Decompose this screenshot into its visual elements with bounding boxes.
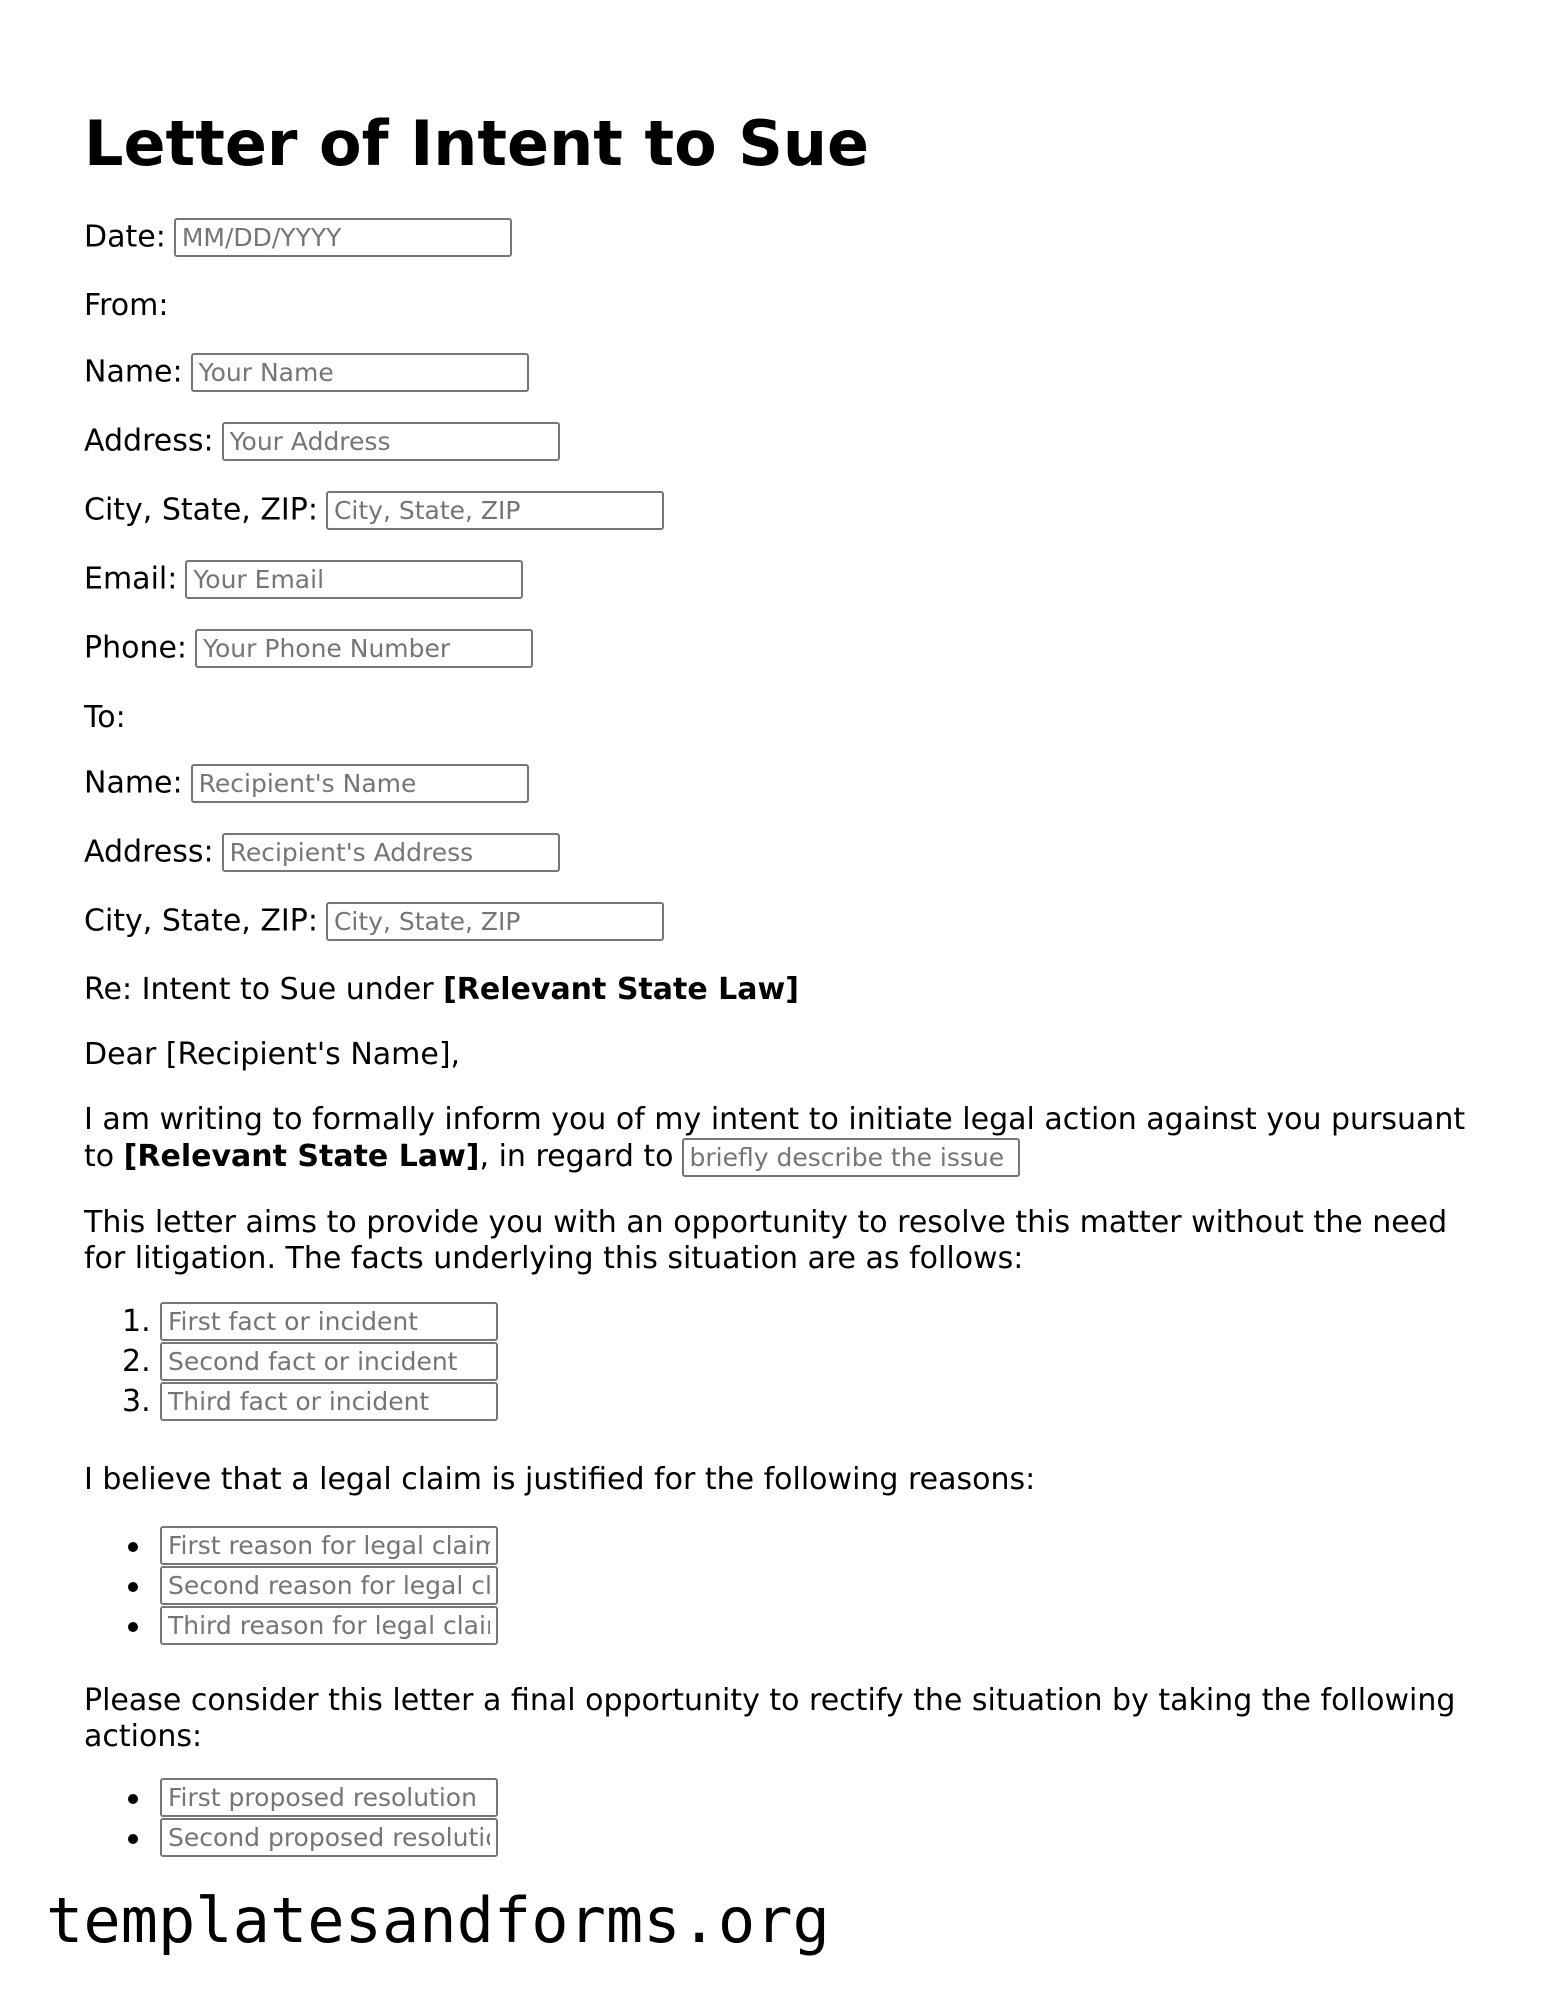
resolution-input-1[interactable] xyxy=(160,1778,498,1817)
reason-input-1[interactable] xyxy=(160,1526,498,1565)
reason-input-3[interactable] xyxy=(160,1606,498,1645)
list-item xyxy=(84,1382,498,1422)
fact-input-3[interactable] xyxy=(160,1382,498,1421)
bullet-icon xyxy=(128,1582,138,1592)
fact-input-2[interactable] xyxy=(160,1342,498,1381)
reasons-intro: I believe that a legal claim is justified for the following reasons: xyxy=(84,1462,1036,1497)
to-heading: To: xyxy=(84,700,126,735)
facts-list xyxy=(84,1302,498,1422)
fact-number: 3. xyxy=(122,1384,151,1419)
from-phone-label: Phone: xyxy=(84,630,188,666)
to-city-row xyxy=(84,902,664,941)
to-name-input[interactable] xyxy=(191,764,529,803)
actions-intro: Please consider this letter a final opportunity to rectify the situation by taking the following actions: xyxy=(84,1683,1456,1754)
from-heading: From: xyxy=(84,288,169,323)
to-address-label: Address: xyxy=(84,834,214,870)
re-line xyxy=(84,972,799,1008)
fact-number: 1. xyxy=(122,1304,151,1339)
from-name-label: Name: xyxy=(84,354,183,390)
intro-paragraph xyxy=(84,1102,1484,1175)
to-address-input[interactable] xyxy=(222,833,560,872)
from-address-input[interactable] xyxy=(222,422,560,461)
watermark: templatesandforms.org xyxy=(46,1884,830,1957)
from-address-label: Address: xyxy=(84,423,214,459)
from-name-row xyxy=(84,353,529,392)
list-item xyxy=(84,1778,498,1818)
bullet-icon xyxy=(128,1834,138,1844)
date-label: Date: xyxy=(84,219,166,255)
to-city-input[interactable] xyxy=(326,902,664,941)
list-item xyxy=(84,1342,498,1382)
re-law: [Relevant State Law] xyxy=(443,972,799,1007)
to-name-label: Name: xyxy=(84,765,183,801)
list-item xyxy=(84,1606,498,1646)
bullet-icon xyxy=(128,1542,138,1552)
reasons-list xyxy=(84,1526,498,1646)
list-item xyxy=(84,1566,498,1606)
issue-input[interactable] xyxy=(682,1138,1020,1177)
salutation: Dear [Recipient's Name], xyxy=(84,1037,461,1072)
from-phone-input[interactable] xyxy=(195,629,533,668)
from-address-row xyxy=(84,422,560,461)
to-city-label: City, State, ZIP: xyxy=(84,903,318,939)
re-prefix: Re: Intent to Sue under xyxy=(84,972,444,1007)
from-city-input[interactable] xyxy=(326,491,664,530)
resolution-input-2[interactable] xyxy=(160,1818,498,1857)
bullet-icon xyxy=(128,1622,138,1632)
from-email-row xyxy=(84,560,523,599)
fact-number: 2. xyxy=(122,1344,151,1379)
reason-input-2[interactable] xyxy=(160,1566,498,1605)
list-item xyxy=(84,1818,498,1858)
from-email-input[interactable] xyxy=(185,560,523,599)
to-name-row xyxy=(84,764,529,803)
intro-text-1: I am writing to formally inform you of my intent to initiate legal action against you pursuant to xyxy=(84,1102,1466,1174)
intro-law: [Relevant State Law] xyxy=(123,1139,480,1174)
resolutions-list xyxy=(84,1778,498,1858)
facts-intro: This letter aims to provide you with an opportunity to resolve this matter without the need for litigation. The facts underlying this situation are as follows: xyxy=(84,1205,1448,1276)
fact-input-1[interactable] xyxy=(160,1302,498,1341)
from-phone-row xyxy=(84,629,533,668)
list-item xyxy=(84,1526,498,1566)
to-address-row xyxy=(84,833,560,872)
page-title: Letter of Intent to Sue xyxy=(84,107,870,180)
from-name-input[interactable] xyxy=(191,353,529,392)
intro-text-2: , in regard to xyxy=(479,1139,674,1174)
from-city-row xyxy=(84,491,664,530)
bullet-icon xyxy=(128,1794,138,1804)
from-email-label: Email: xyxy=(84,561,178,597)
date-input[interactable] xyxy=(174,218,512,257)
date-row xyxy=(84,218,512,257)
from-city-label: City, State, ZIP: xyxy=(84,492,318,528)
list-item xyxy=(84,1302,498,1342)
